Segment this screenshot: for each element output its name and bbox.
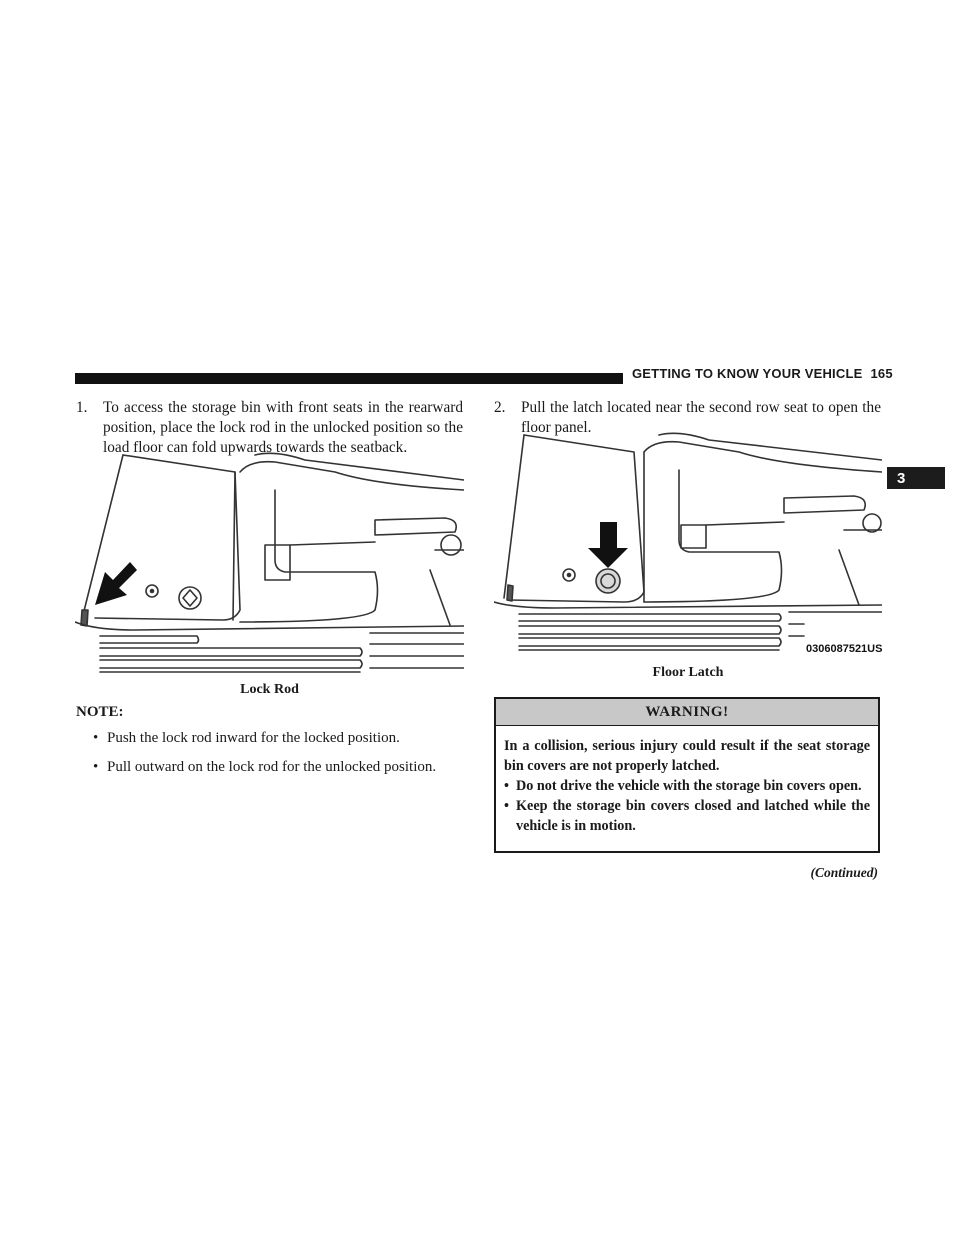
figure-caption-lock-rod: Lock Rod: [240, 682, 299, 697]
floor-latch-illustration: [494, 430, 882, 660]
step-number: 2.: [494, 399, 506, 416]
page-number: 165: [870, 366, 893, 381]
lock-rod-illustration: [75, 450, 464, 678]
warning-intro: In a collision, serious injury could result if the seat storage bin covers are not properly latched.: [504, 738, 870, 774]
step-text: To access the storage bin with front seats in the rearward position, place the lock rod in the unlocked position so the load floor can fold upwards towards the seatback.: [103, 399, 463, 456]
bullet-icon: •: [93, 730, 99, 746]
note-bullet: [93, 757, 473, 777]
figure-image-code: 0306087521US: [806, 643, 882, 655]
figure-caption-floor-latch: Floor Latch: [652, 665, 724, 680]
warning-bullet: [504, 776, 870, 796]
step-number: 1.: [76, 399, 88, 416]
section-title: GETTING TO KNOW YOUR VEHICLE: [632, 366, 863, 381]
section-tab[interactable]: 3: [887, 467, 945, 489]
note-bullet-text: Pull outward on the lock rod for the unlocked position.: [107, 759, 437, 775]
note-label: NOTE:: [76, 704, 124, 720]
warning-box: [494, 697, 880, 853]
continued-label: (Continued): [810, 865, 878, 880]
step-1: [76, 398, 463, 458]
note-bullet: [93, 728, 473, 748]
warning-title: WARNING!: [496, 699, 878, 726]
warning-bullet-text: Do not drive the vehicle with the storage bin covers open.: [516, 778, 862, 794]
bullet-icon: •: [504, 798, 509, 814]
header-rule: [75, 373, 623, 384]
running-header: [632, 366, 892, 381]
warning-bullet: [504, 796, 870, 836]
warning-bullet-text: Keep the storage bin covers closed and latched while the vehicle is in motion.: [516, 798, 870, 834]
note-bullet-text: Push the lock rod inward for the locked position.: [107, 730, 400, 746]
step-text: Pull the latch located near the second row seat to open the floor panel.: [521, 399, 881, 436]
bullet-icon: •: [93, 759, 99, 775]
warning-body: [496, 726, 878, 836]
bullet-icon: •: [504, 778, 509, 794]
